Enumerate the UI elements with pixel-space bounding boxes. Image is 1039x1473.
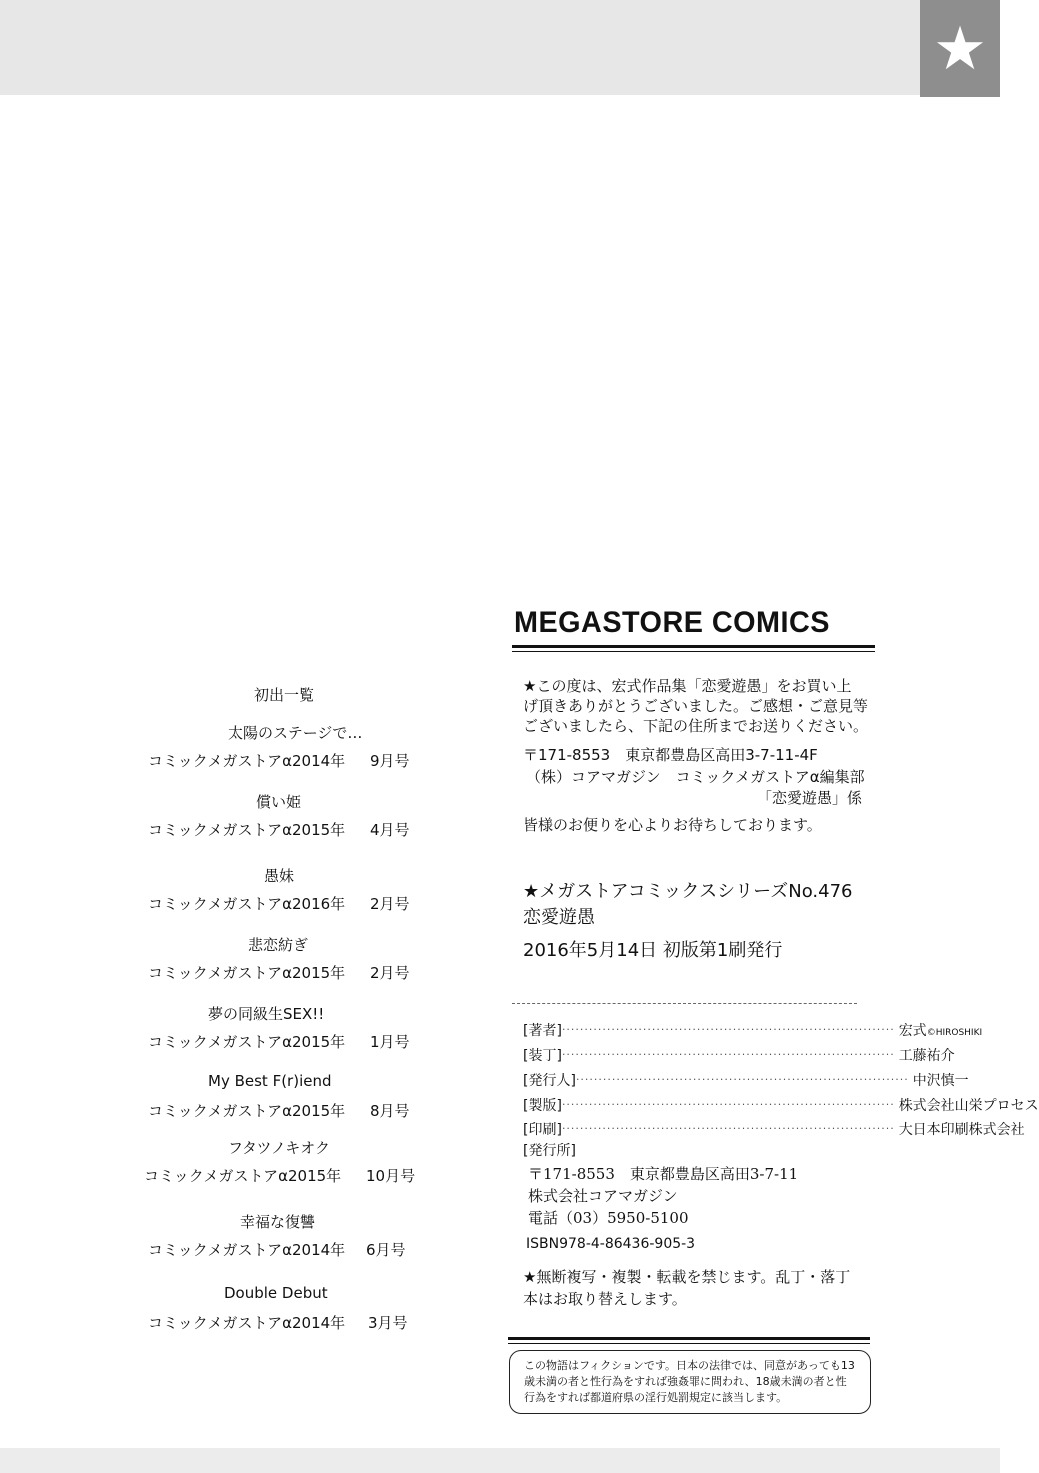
notice-line: 行為をすれば都道府県の淫行処罰規定に該当します。 [524,1391,788,1404]
list-item [130,1072,430,1132]
entry-title: My Best F(r)iend [208,1072,332,1090]
entry-magazine: コミックメガストアα2016年 [148,895,346,913]
publisher-phone: 電話（03）5950-5100 [528,1209,689,1227]
entry-month: 2月号 [370,964,410,982]
list-item [130,791,430,851]
logo-rule [512,645,875,648]
entry-month: 10月号 [366,1167,416,1185]
publisher-label: [発行所] [523,1143,576,1159]
entry-title: Double Debut [224,1284,328,1302]
star-icon: ★ [933,13,987,84]
credit-printing [523,1119,1025,1139]
credit-value: 中沢慎一 [912,1073,969,1089]
publisher-address: 〒171-8553 東京都豊島区高田3-7-11 [528,1165,799,1183]
credit-key: [印刷] [523,1122,562,1138]
leader-dots: ·········································································· [575,1073,909,1086]
credit-value: 株式会社山栄プロセス [898,1098,1039,1114]
entry-magazine: コミックメガストアα2015年 [148,964,346,982]
copyright-mark: ©HIROSHIKI [926,1028,983,1038]
entry-magazine: コミックメガストアα2014年 [148,1241,346,1259]
thanks-line: ★この度は、宏式作品集「恋愛遊愚」をお買い上 [523,677,852,695]
entry-magazine: コミックメガストアα2014年 [148,752,346,770]
credit-value [895,1020,982,1040]
list-item [130,1211,430,1271]
credit-key: [装丁] [523,1048,562,1064]
author-name: 宏式 [898,1023,927,1039]
publisher-name: 株式会社コアマガジン [528,1187,678,1205]
list-item [130,1284,430,1344]
entry-magazine: コミックメガストアα2014年 [148,1314,346,1332]
entry-month: 9月号 [370,752,410,770]
credit-key: [製版] [523,1098,562,1114]
address-line: 〒171-8553 東京都豊島区高田3-7-11-4F [523,746,818,764]
closing-text: 皆様のお便りを心よりお待ちしております。 [523,816,822,834]
entry-month: 1月号 [370,1033,410,1051]
leader-dots: ·········································································· [561,1098,895,1111]
prohibition-line: 本はお取り替えします。 [523,1290,687,1308]
credit-publisher-person [523,1070,969,1090]
address-line: （株）コアマガジン コミックメガストアα編集部 [526,768,865,786]
list-item [130,865,430,925]
entry-magazine: コミックメガストアα2015年 [148,821,346,839]
list-item [130,1137,430,1197]
entry-title: 悲恋紡ぎ [248,936,309,954]
publish-date: 2016年5月14日 初版第1刷発行 [523,940,783,961]
thanks-line: ございましたら、下記の住所までお送りください。 [523,717,869,735]
bottom-rule [508,1337,870,1340]
thanks-line: げ頂きありがとうございました。ご感想・ご意見等 [523,697,869,715]
prohibition-line: ★無断複写・複製・転載を禁じます。乱丁・落丁 [523,1268,851,1286]
leader-dots: ·········································································· [561,1048,895,1061]
notice-line: この物語はフィクションです。日本の法律では、同意があっても13 [524,1359,855,1372]
series-number: ★メガストアコミックスシリーズNo.476 [523,881,853,902]
first-appearance-heading: 初出一覧 [254,686,315,704]
entry-title: 幸福な復讐 [240,1213,316,1231]
entry-title: 夢の同級生SEX!! [208,1005,325,1023]
top-band [0,0,1000,95]
list-item [130,1003,430,1063]
isbn: ISBN978-4-86436-905-3 [526,1236,696,1252]
credit-platemaking [523,1095,1039,1115]
book-title: 恋愛遊愚 [523,907,595,928]
list-item [130,934,430,994]
entry-title: 愚妹 [264,867,295,885]
credit-author [523,1020,983,1040]
bottom-rule-thin [508,1343,870,1344]
entry-month: 3月号 [368,1314,408,1332]
entry-month: 8月号 [370,1102,410,1120]
credits-divider [512,1003,857,1004]
megastore-logo: MEGASTORE COMICS [514,606,830,639]
credit-value: 工藤祐介 [898,1048,955,1064]
entry-month: 6月号 [366,1241,406,1259]
credit-design [523,1045,955,1065]
credit-key: [発行人] [523,1073,576,1089]
entry-month: 4月号 [370,821,410,839]
logo-rule-thin [512,651,875,652]
leader-dots: ·········································································· [561,1122,895,1135]
credit-value: 大日本印刷株式会社 [898,1122,1025,1138]
address-line: 「恋愛遊愚」係 [757,789,863,807]
leader-dots: ·········································································· [561,1023,895,1036]
credit-key: [著者] [523,1023,562,1039]
entry-title: フタツノキオク [228,1139,331,1157]
list-item [130,722,430,782]
notice-line: 歳未満の者と性行為をすれば強姦罪に問われ、18歳未満の者と性 [524,1375,847,1388]
corner-tab [920,0,1000,97]
fiction-notice-box [509,1350,871,1414]
entry-magazine: コミックメガストアα2015年 [144,1167,342,1185]
entry-title: 償い姫 [256,793,302,811]
entry-month: 2月号 [370,895,410,913]
bottom-band [0,1448,1000,1473]
entry-magazine: コミックメガストアα2015年 [148,1033,346,1051]
entry-title: 太陽のステージで… [228,724,363,742]
entry-magazine: コミックメガストアα2015年 [148,1102,346,1120]
